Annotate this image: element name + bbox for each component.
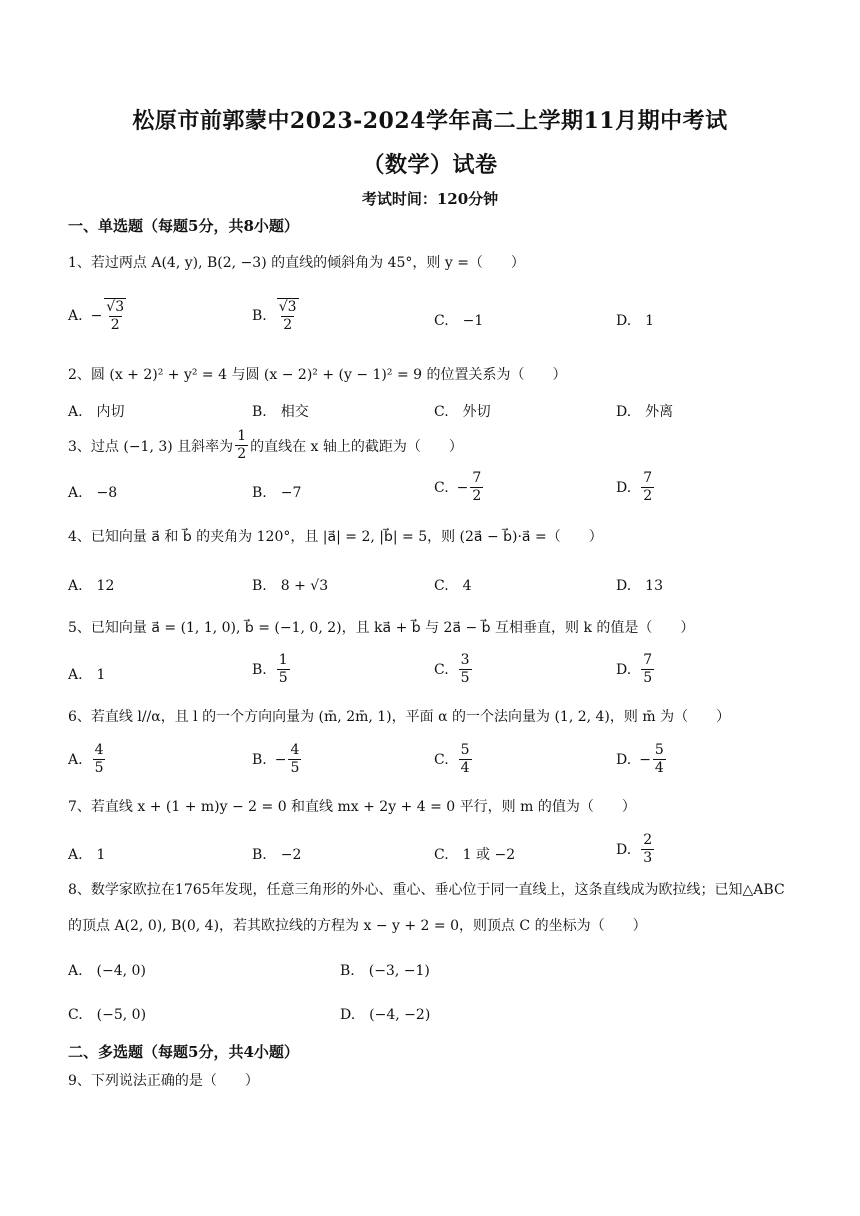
fraction-denominator: 2 — [643, 488, 653, 504]
fraction-numerator: √3 — [278, 299, 297, 315]
q3-text-post: 的直线在 x 轴上的截距为（ ） — [250, 438, 463, 455]
q6-option-b-sign: − — [274, 751, 287, 768]
fraction-denominator: 5 — [94, 760, 104, 776]
question-8: 8、数学家欧拉在1765年发现，任意三角形的外心、重心、垂心位于同一直线上，这条直线成为欧拉线；已知△ABC 的顶点 A(2, 0), B(0, 4)，若其欧拉线的方程为 x − y + 2 = 0，则顶点 C 的坐标为（ ） — [68, 882, 785, 934]
q6-option-b-fraction — [288, 742, 301, 777]
q5-option-b — [252, 652, 292, 687]
q8-option-d: D. (−4, −2) — [340, 1007, 431, 1023]
fraction-denominator: 4 — [460, 760, 470, 776]
q1-option-a — [68, 298, 128, 334]
fraction-numerator: 3 — [460, 652, 470, 668]
q5-option-d-label: D. — [616, 661, 632, 678]
q1-option-b-fraction — [277, 298, 299, 334]
q6-option-a — [68, 742, 107, 777]
exam-subtitle: （数学）试卷 — [362, 152, 498, 178]
q3-option-b: B. −7 — [252, 485, 302, 501]
q2-option-a: A. 内切 — [68, 404, 125, 420]
q1-option-a-fraction — [104, 298, 126, 334]
q3-option-c-label: C. — [434, 479, 449, 496]
q5-option-d — [616, 652, 656, 687]
q3-option-c — [434, 470, 485, 505]
fraction-numerator: 2 — [643, 832, 653, 848]
q2-option-c: C. 外切 — [434, 404, 491, 420]
fraction-numerator: 7 — [472, 470, 482, 486]
q3-slope-fraction — [235, 428, 248, 463]
fraction-denominator: 5 — [643, 670, 653, 686]
q5-option-c-label: C. — [434, 661, 449, 678]
fraction-numerator: 1 — [278, 652, 288, 668]
q6-option-c-label: C. — [434, 751, 449, 768]
question-2: 2、圆 (x + 2)² + y² = 4 与圆 (x − 2)² + (y − 1)² = 9 的位置关系为（ ） — [68, 367, 567, 383]
q8-option-c: C. (−5, 0) — [68, 1007, 147, 1023]
q5-option-c — [434, 652, 474, 687]
q1-option-d: D. 1 — [616, 313, 655, 329]
section-multi-choice: 二、多选题（每题5分，共4小题） — [68, 1043, 299, 1061]
fraction-denominator: 3 — [643, 850, 653, 866]
q8-option-b: B. (−3, −1) — [340, 963, 430, 979]
fraction-numerator: 4 — [94, 742, 104, 758]
question-4: 4、已知向量 a⃗ 和 b⃗ 的夹角为 120°，且 |a⃗| = 2, |b⃗| = 5，则 (2a⃗ − b⃗)·a⃗ =（ ） — [68, 529, 603, 545]
exam-time: 考试时间：120分钟 — [361, 190, 499, 208]
fraction-denominator: 5 — [460, 670, 470, 686]
q1-option-a-sign: − — [90, 308, 103, 324]
q3-option-c-fraction — [470, 470, 483, 505]
q3-option-d — [616, 470, 656, 505]
q6-option-d — [616, 742, 668, 777]
fraction-numerator: √3 — [106, 299, 125, 315]
question-5: 5、已知向量 a⃗ = (1, 1, 0), b⃗ = (−1, 0, 2)，且 ka⃗ + b⃗ 与 2a⃗ − b⃗ 互相垂直，则 k 的值是（ ） — [68, 620, 695, 636]
q7-option-a: A. 1 — [68, 847, 106, 863]
q7-option-d-label: D. — [616, 841, 632, 858]
q5-option-c-fraction — [459, 652, 472, 687]
question-6: 6、若直线 l//α，且 l 的一个方向向量为 (m̄, 2m̄, 1)，平面 α 的一个法向量为 (1, 2, 4)，则 m̄ 为（ ） — [68, 709, 731, 725]
question-1: 1、若过两点 A(4, y), B(2, −3) 的直线的倾斜角为 45°，则 y =（ ） — [68, 255, 525, 271]
q6-option-b-label: B. — [252, 751, 267, 768]
q1-option-b — [252, 298, 301, 334]
fraction-numerator: 4 — [290, 742, 300, 758]
q6-option-c-fraction — [459, 742, 472, 777]
fraction-numerator: 7 — [643, 470, 653, 486]
q6-option-a-label: A. — [68, 751, 83, 768]
q4-option-a: A. 12 — [68, 578, 115, 594]
question-9: 9、下列说法正确的是（ ） — [68, 1073, 259, 1089]
question-3 — [68, 428, 463, 463]
q4-option-b: B. 8 + √3 — [252, 578, 329, 594]
q3-option-c-sign: − — [456, 479, 469, 496]
q8-option-a: A. (−4, 0) — [68, 963, 146, 979]
q6-option-d-label: D. — [616, 751, 632, 768]
q6-option-a-fraction — [93, 742, 106, 777]
q1-option-b-label: B. — [252, 308, 267, 324]
fraction-denominator: 4 — [654, 760, 664, 776]
fraction-denominator: 2 — [110, 317, 120, 333]
fraction-numerator: 5 — [460, 742, 470, 758]
fraction-numerator: 7 — [643, 652, 653, 668]
q7-option-d-fraction — [641, 832, 654, 867]
q2-option-d: D. 外离 — [616, 404, 674, 420]
q7-option-b: B. −2 — [252, 847, 302, 863]
fraction-denominator: 5 — [290, 760, 300, 776]
q5-option-b-label: B. — [252, 661, 267, 678]
q5-option-d-fraction — [641, 652, 654, 687]
fraction-denominator: 2 — [472, 488, 482, 504]
fraction-denominator: 2 — [283, 317, 293, 333]
q5-option-b-fraction — [277, 652, 290, 687]
q3-option-d-label: D. — [616, 479, 632, 496]
q4-option-c: C. 4 — [434, 578, 472, 594]
q6-option-c — [434, 742, 474, 777]
q7-option-c: C. 1 或 −2 — [434, 847, 516, 863]
q1-option-a-label: A. — [68, 308, 83, 324]
fraction-numerator: 5 — [654, 742, 664, 758]
q6-option-b — [252, 742, 303, 777]
q1-option-c: C. −1 — [434, 313, 484, 329]
q3-option-a: A. −8 — [68, 485, 118, 501]
q7-option-d — [616, 832, 656, 867]
q2-option-b: B. 相交 — [252, 404, 309, 420]
section-single-choice: 一、单选题（每题5分，共8小题） — [68, 217, 299, 235]
q3-option-d-fraction — [641, 470, 654, 505]
q4-option-d: D. 13 — [616, 578, 663, 594]
q3-text-pre: 3、过点 (−1, 3) 且斜率为 — [68, 438, 234, 455]
fraction-denominator: 2 — [237, 446, 247, 462]
exam-title: 松原市前郭蒙中2023-2024学年高二上学期11月期中考试 — [132, 108, 728, 134]
fraction-denominator: 5 — [278, 670, 288, 686]
q6-option-d-sign: − — [639, 751, 651, 768]
q6-option-d-fraction — [653, 742, 666, 777]
q5-option-a: A. 1 — [68, 667, 106, 683]
question-7: 7、若直线 x + (1 + m)y − 2 = 0 和直线 mx + 2y + 4 = 0 平行，则 m 的值为（ ） — [68, 799, 636, 815]
fraction-numerator: 1 — [237, 428, 247, 444]
